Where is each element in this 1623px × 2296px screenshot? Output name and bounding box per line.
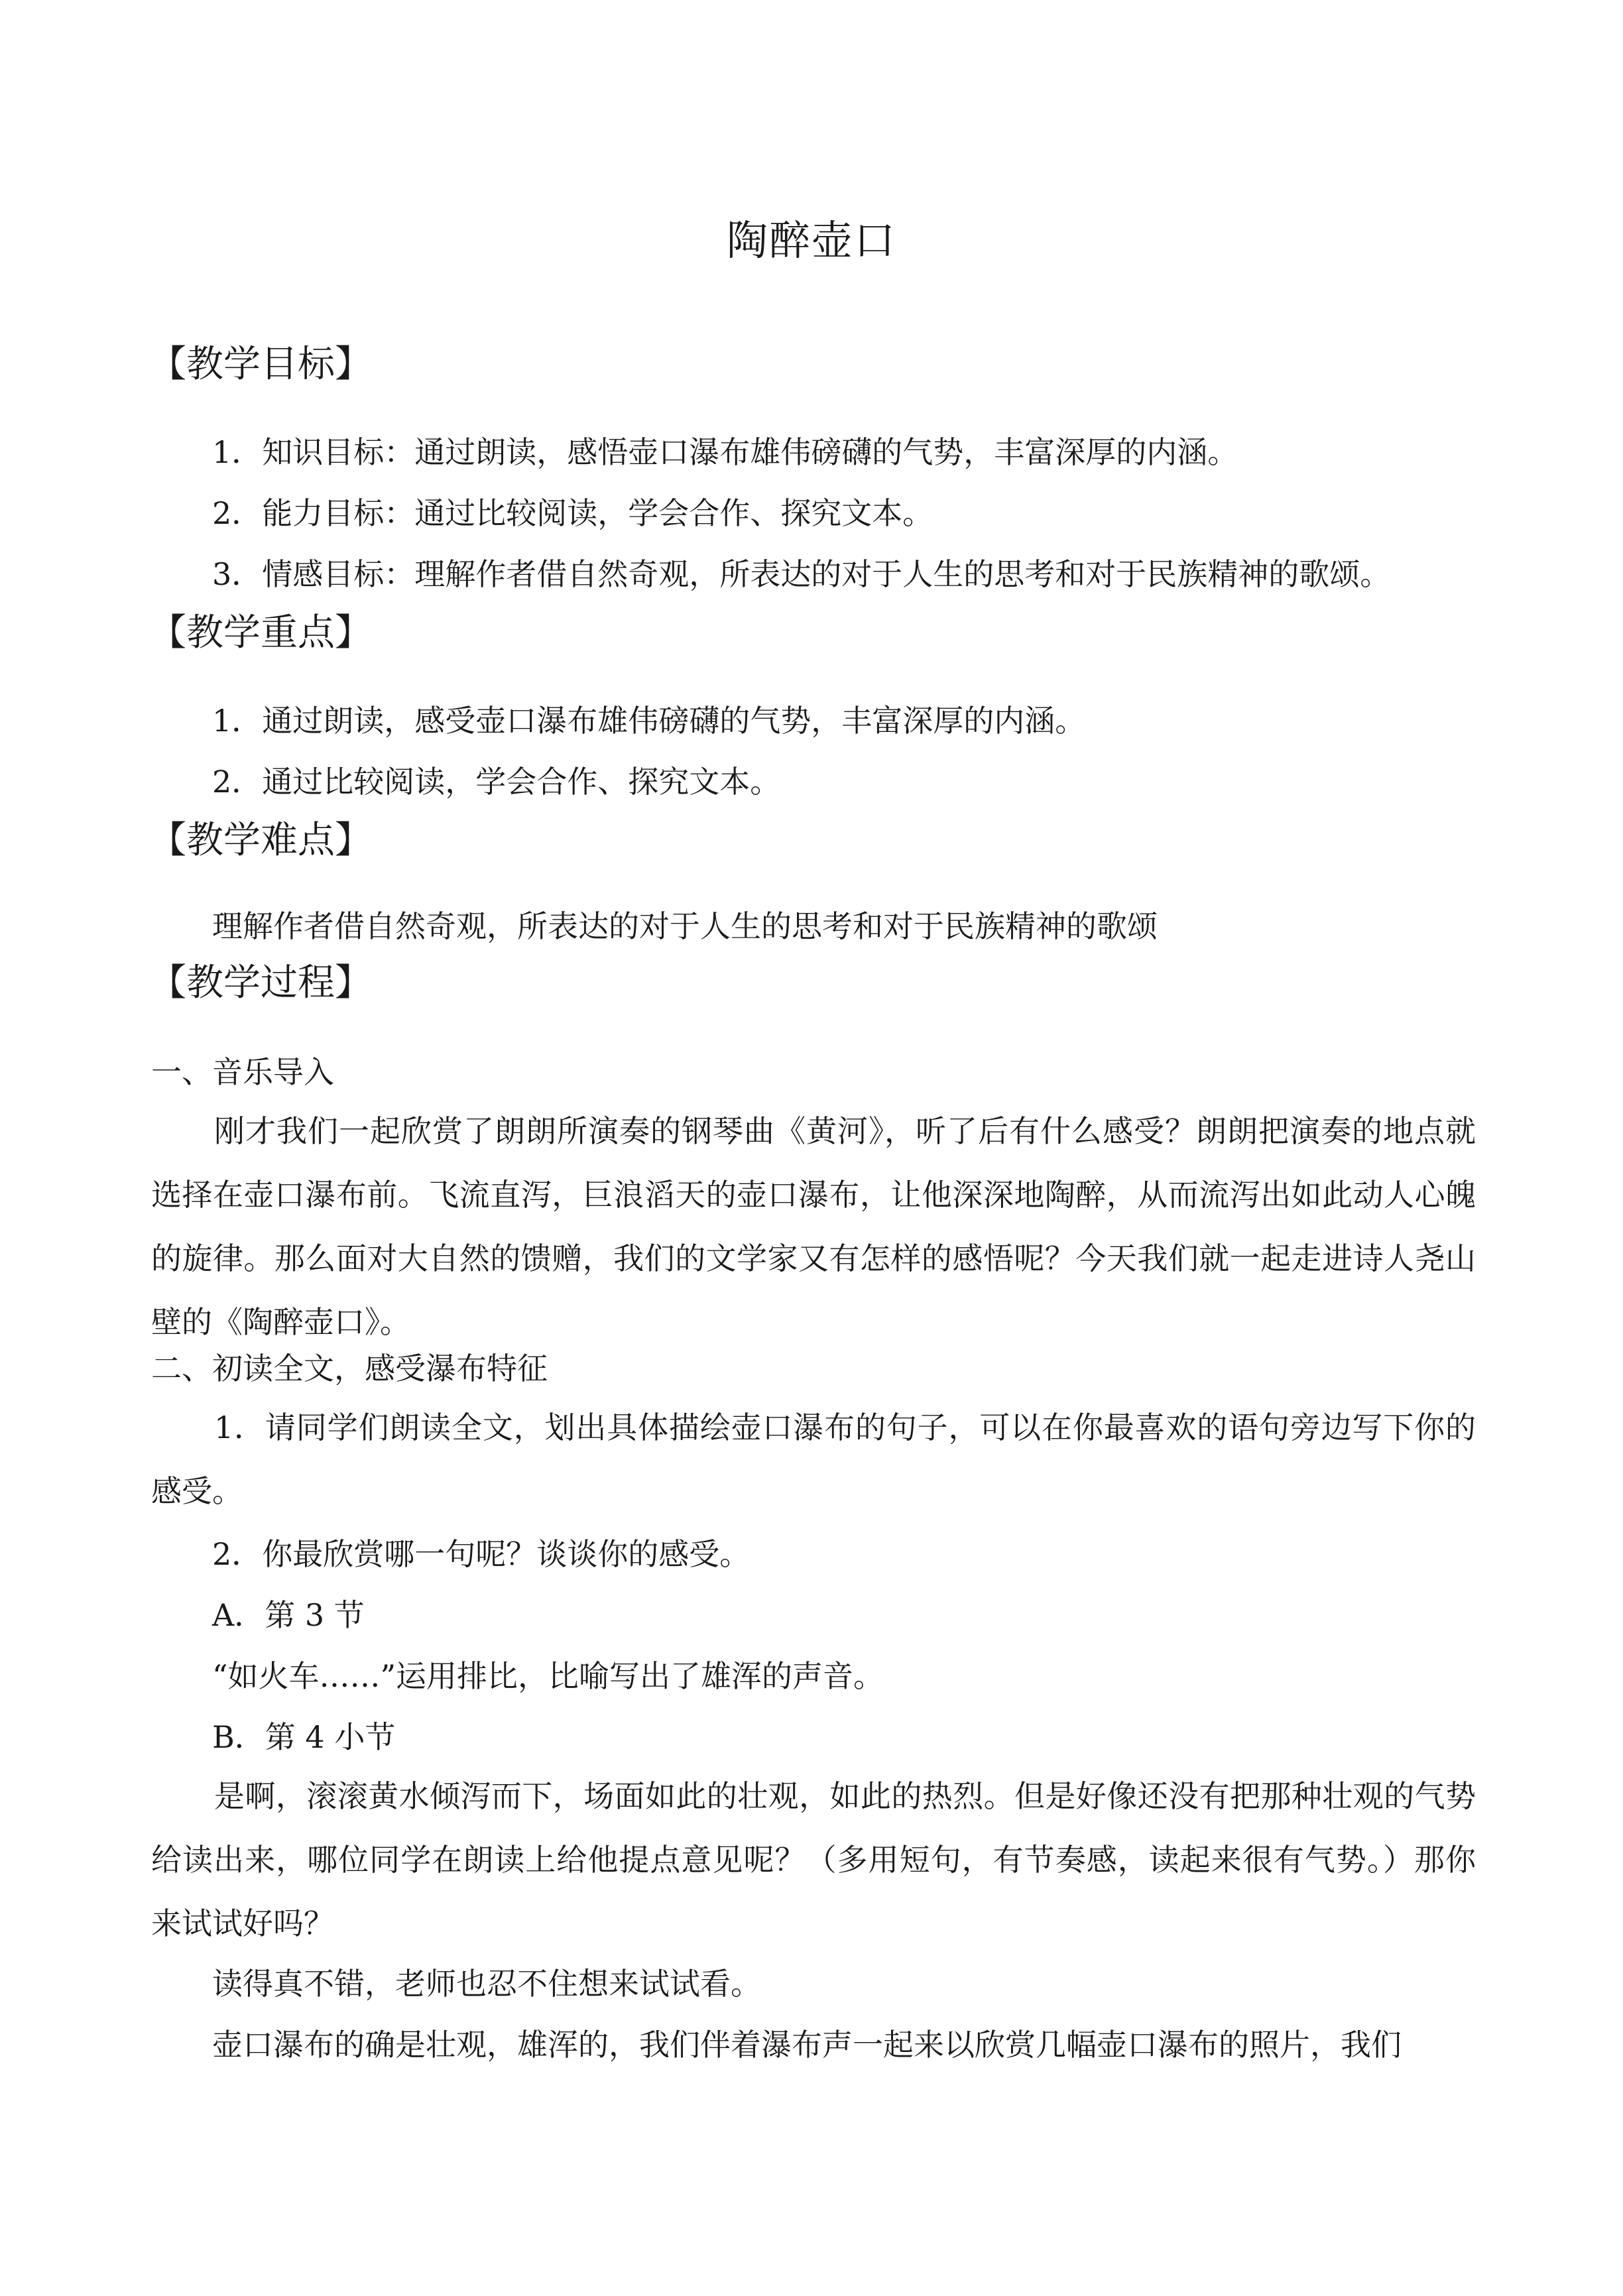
goal-item-3: 3．情感目标：理解作者借自然奇观，所表达的对于人生的思考和对于民族精神的歌颂。 xyxy=(212,556,1391,592)
part2-title: 二、初读全文，感受瀑布特征 xyxy=(151,1351,548,1386)
goal-item-1: 1．知识目标：通过朗读，感悟壶口瀑布雄伟磅礴的气势，丰富深厚的内涵。 xyxy=(212,434,1238,470)
part1-title: 一、音乐导入 xyxy=(151,1054,334,1090)
heading-difficulties: 【教学难点】 xyxy=(149,819,372,862)
document-title: 陶醉壶口 xyxy=(726,216,896,265)
sub-a-text: “如火车……”运用排比，比喻写出了雄浑的声音。 xyxy=(212,1658,884,1694)
part2-item-1: 1．请同学们朗读全文，划出具体描绘壶口瀑布的句子，可以在你最喜欢的语句旁边写下你的感受。 xyxy=(151,1410,1476,1509)
sub-b-paragraph-2: 读得真不错，老师也忍不住想来试试看。 xyxy=(212,1966,761,2002)
heading-key-points: 【教学重点】 xyxy=(149,611,372,654)
sub-b-label: B．第 4 小节 xyxy=(212,1719,396,1755)
part1-paragraph: 刚才我们一起欣赏了朗朗所演奏的钢琴曲《黄河》，听了后有什么感受？朗朗把演奏的地点就选择在壶口瀑布前。飞流直泻，巨浪滔天的壶口瀑布，让他深深地陶醉，从而流泻出如此动人心魄的旋律。那么面对大自然的馈赠，我们的文学家又有怎样的感悟呢？今天我们就一起走进诗人尧山壁的《陶醉壶口》。 xyxy=(151,1113,1476,1340)
heading-process: 【教学过程】 xyxy=(149,961,372,1004)
part2-item-2: 2．你最欣赏哪一句呢？谈谈你的感受。 xyxy=(212,1536,751,1572)
heading-teaching-goals: 【教学目标】 xyxy=(149,343,372,386)
difficulty-text: 理解作者借自然奇观，所表达的对于人生的思考和对于民族精神的歌颂 xyxy=(212,908,1158,944)
closing-paragraph: 壶口瀑布的确是壮观，雄浑的，我们伴着瀑布声一起来以欣赏几幅壶口瀑布的照片，我们 xyxy=(212,2027,1402,2063)
key-point-item-1: 1．通过朗读，感受壶口瀑布雄伟磅礴的气势，丰富深厚的内涵。 xyxy=(212,703,1086,739)
goal-item-2: 2．能力目标：通过比较阅读，学会合作、探究文本。 xyxy=(212,495,933,531)
key-point-item-2: 2．通过比较阅读，学会合作、探究文本。 xyxy=(212,764,781,800)
sub-b-paragraph: 是啊，滚滚黄水倾泻而下，场面如此的壮观，如此的热烈。但是好像还没有把那种壮观的气势给读出来，哪位同学在朗读上给他提点意见呢？（多用短句，有节奏感，读起来很有气势。）那你来试试好吗？ xyxy=(151,1778,1476,1941)
sub-a-label: A．第 3 节 xyxy=(212,1597,365,1633)
